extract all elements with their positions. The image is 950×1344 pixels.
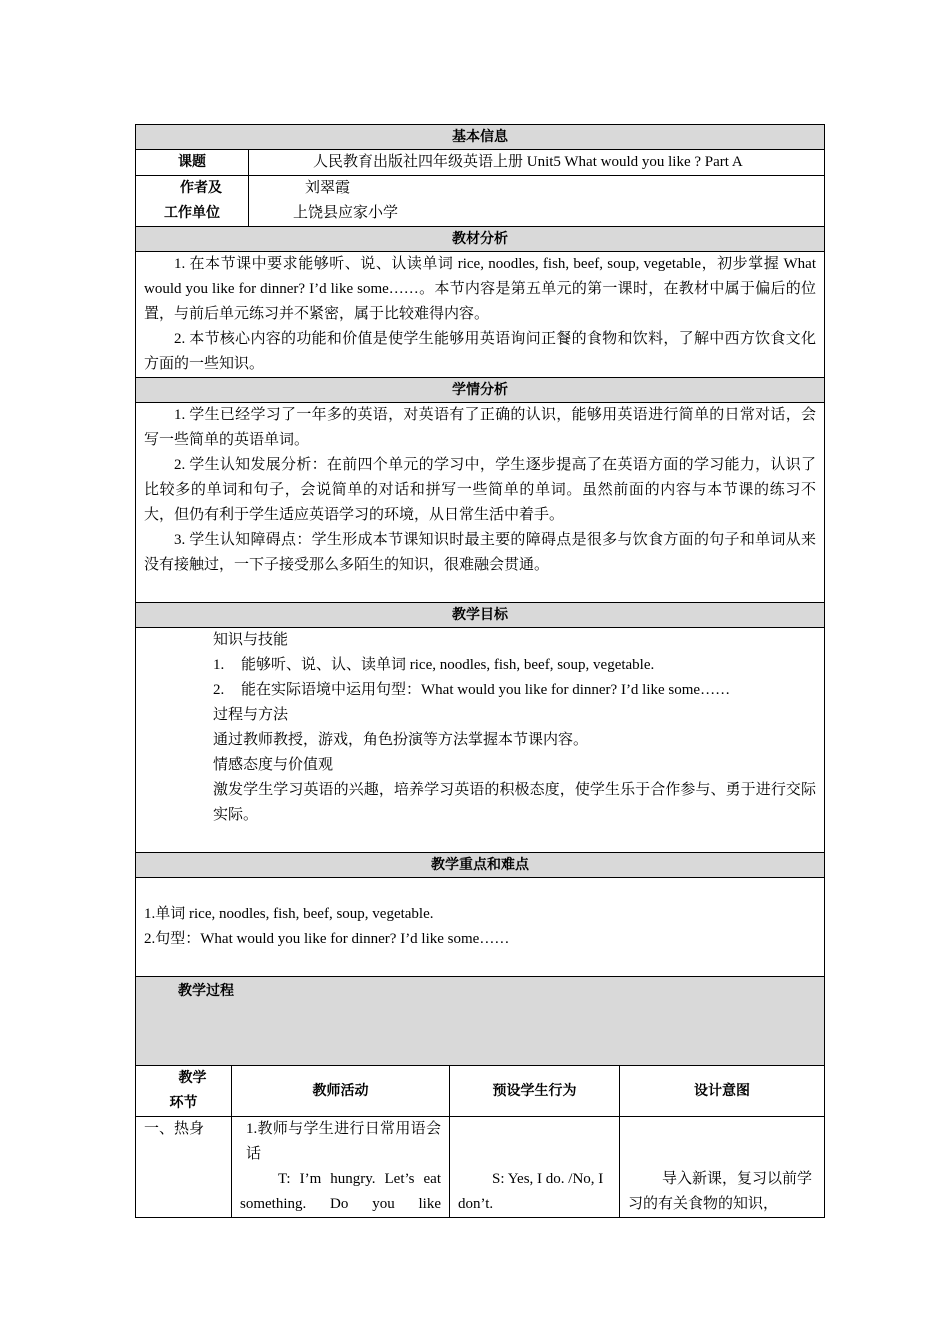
author-unit: 上饶县应家小学 [293, 205, 399, 221]
author-info [249, 176, 825, 227]
col-intent-header: 设计意图 [620, 1066, 825, 1117]
author-label-line2: 工作单位 [164, 205, 220, 221]
knowledge-title: 知识与技能 [213, 632, 289, 648]
row1-intent-text: 导入新课，复习以前学习的有关食物的知识， [628, 1171, 813, 1212]
col-student-header: 预设学生行为 [450, 1066, 620, 1117]
material-analysis-body [136, 252, 825, 378]
attitude-text: 激发学生学习英语的兴趣，培养学习英语的积极态度，使学生乐于合作参与、勇于进行交际实际。 [213, 782, 816, 823]
material-paragraph-1: 1. 在本节课中要求能够听、说、认读单词 rice, noodles, fish, beef, soup, vegetable，初步掌握 What would you like for dinner? I’d like some……。本节内容是第五单元的第一课时，在教材中属于偏后的位置，与前后单元练习并不紧密，属于比较难得内容。 [144, 256, 816, 322]
student-analysis-body [136, 403, 825, 603]
col-stage-header [136, 1066, 232, 1117]
row1-student [450, 1117, 620, 1218]
knowledge-item-2 [213, 678, 816, 703]
student-paragraph-3: 3. 学生认知障碍点：学生形成本节课知识时最主要的障碍点是很多与饮食方面的句子和单词从来没有接触过，一下子接受那么多陌生的知识，很难融会贯通。 [144, 532, 816, 573]
knowledge-item-1 [213, 653, 816, 678]
knowledge-item-2-num: 2. [213, 682, 225, 698]
col-stage-header-line2: 环节 [169, 1095, 198, 1111]
basic-info-header: 基本信息 [136, 125, 825, 150]
material-analysis-header: 教材分析 [136, 227, 825, 252]
method-text: 通过教师教授，游戏，角色扮演等方法掌握本节课内容。 [213, 732, 589, 748]
process-table [135, 976, 825, 1218]
row1-teacher-line2: T: I’m hungry. Let’s eat something. Do you like [240, 1171, 441, 1212]
author-label-line1: 作者及 [180, 180, 222, 196]
teaching-goals-header: 教学目标 [136, 603, 825, 628]
teaching-process-header: 教学过程 [136, 977, 825, 1066]
keypoint-line-2: 2.句型：What would you like for dinner? I’d like some…… [144, 931, 510, 947]
knowledge-item-1-text: 能够听、说、认、读单词 rice, noodles, fish, beef, soup, vegetable. [241, 657, 655, 673]
row1-teacher-line1: 1.教师与学生进行日常用语会话 [246, 1121, 441, 1162]
col-teacher-header: 教师活动 [232, 1066, 450, 1117]
keypoint-line-1: 1.单词 rice, noodles, fish, beef, soup, vegetable. [144, 906, 434, 922]
col-stage-header-line1: 教学 [178, 1070, 207, 1086]
material-paragraph-2: 2. 本节核心内容的功能和价值是使学生能够用英语询问正餐的食物和饮料，了解中西方饮食文化方面的一些知识。 [144, 331, 816, 372]
keypoints-body [136, 878, 825, 977]
method-title: 过程与方法 [213, 707, 289, 723]
row1-teacher [232, 1117, 450, 1218]
author-label [136, 176, 249, 227]
student-analysis-header: 学情分析 [136, 378, 825, 403]
author-name: 刘翠霞 [305, 180, 351, 196]
teaching-goals-body [136, 628, 825, 853]
row1-student-text: S: Yes, I do. /No, I don’t. [458, 1171, 604, 1212]
knowledge-item-1-num: 1. [213, 657, 225, 673]
topic-label: 课题 [136, 150, 249, 176]
lesson-plan-table [135, 124, 825, 977]
row1-intent [620, 1117, 825, 1218]
student-paragraph-2: 2. 学生认知发展分析：在前四个单元的学习中，学生逐步提高了在英语方面的学习能力，认识了比较多的单词和句子，会说简单的对话和拼写一些简单的单词。虽然前面的内容与本节课的练习不大，但仍有利于学生适应英语学习的环境，从日常生活中着手。 [144, 457, 816, 523]
topic-value: 人民教育出版社四年级英语上册 Unit5 What would you like ? Part A [249, 150, 825, 176]
keypoints-header: 教学重点和难点 [136, 853, 825, 878]
row1-stage: 一、热身 [136, 1117, 232, 1218]
lesson-plan [135, 124, 824, 1218]
attitude-title: 情感态度与价值观 [213, 757, 334, 773]
knowledge-item-2-text: 能在实际语境中运用句型：What would you like for dinner? I’d like some…… [241, 682, 731, 698]
student-paragraph-1: 1. 学生已经学习了一年多的英语，对英语有了正确的认识，能够用英语进行简单的日常对话，会写一些简单的英语单词。 [144, 407, 816, 448]
